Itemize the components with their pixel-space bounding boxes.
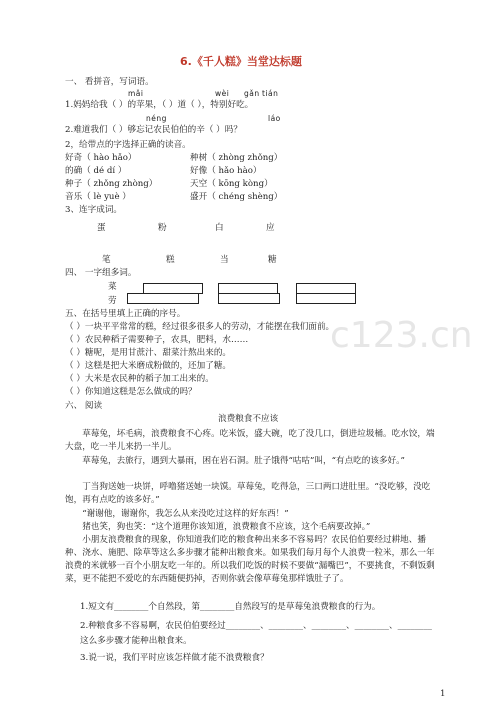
connect-top-2: 白 xyxy=(215,223,224,233)
section2-heading: 2，给带点的字选择正确的读音。 xyxy=(65,140,191,150)
page-number: 1 xyxy=(440,689,446,699)
word-char-lao: 劳 xyxy=(108,296,117,306)
passage-paragraph-1: 草莓兔，去旅行，遇到大暴雨，困在岩石洞。肚子饿得“咕咕”叫，“有点吃的该多好。” xyxy=(82,456,405,466)
order-item-4: （ ）大米是农民种的稻子加工出来的。 xyxy=(65,374,214,384)
passage-paragraph-0: 草莓兔，坏毛病，浪费粮食不心疼。吃米饭，盛大碗，吃了没几口，倒进垃圾桶。吃水饺，端大盘，吃一半儿来扔一半儿。 xyxy=(65,429,435,452)
pinyin-mai: mǎi xyxy=(128,89,144,98)
connect-top-1: 粉 xyxy=(158,223,167,233)
question-2: 2.种粮食多不容易啊，农民伯伯要经过________、________、________、________、________这么多步骤才能种出粮食来。 xyxy=(80,621,432,646)
reading-right-1: 好像（ hǎo hào） xyxy=(190,166,262,176)
passage-title: 浪费粮食不应该 xyxy=(218,414,279,424)
section1-q2: 2.难道我们（ ）够忘记农民伯伯的辛（ ）吗？ xyxy=(65,125,242,135)
reading-left-1: 的确（ dé dí ） xyxy=(65,166,127,176)
reading-left-0: 好奇（ hào hǎo） xyxy=(65,153,137,163)
connect-top-3: 应 xyxy=(266,223,275,233)
order-item-1: （ ）农民种稻子需要种子，农具，肥料，水…… xyxy=(65,335,249,345)
reading-right-0: 种树（ zhòng zhǒng） xyxy=(190,153,283,163)
section5-heading: 五、在括号里填上正确的序号。 xyxy=(65,309,186,319)
passage-paragraph-2: 丁当狗送她一块饼，呼噜猪送她一块馍。草莓兔，吃得急，三口两口进肚里。“没吃够，没吃饱，再有点吃的该多好。” xyxy=(65,482,431,505)
order-item-0: （ ）一块平平常常的糕，经过很多很多人的劳动，才能摆在我们面前。 xyxy=(65,322,335,332)
connect-bottom-3: 糖 xyxy=(268,255,277,265)
passage-paragraph-3: “谢谢他，谢谢你，我怎么从来没吃过这样的好东西！” xyxy=(82,509,289,519)
pinyin-lao: láo xyxy=(268,114,281,123)
order-item-3: （ ）这糕是把大米磨成粉做的，还加了糖。 xyxy=(65,361,232,371)
connect-top-0: 蛋 xyxy=(97,223,106,233)
passage-paragraph-5: 小朋友浪费粮食的现象，你知道我们吃的粮食种出来多不容易吗？农民伯伯要经过耕地、播种、浇水、施肥、除草等这么多步骤才能种出粮食来。如果我们每月每个人浪费一粒米，那么一年浪费的米就够一百个小朋友吃一年的。所以我们吃饭的时候不要做“漏嘴巴”，不要挑食，不剩饭剩菜，更不能把不爱吃的东西随便扔掉，否则你就会像草莓兔那样饿肚子了。 xyxy=(65,535,435,584)
section4-heading: 四、 一字组多词。 xyxy=(65,268,137,278)
section1-q1: 1.妈妈给我（ ）的苹果，（ ）道（ ），特别好吃。 xyxy=(65,100,254,110)
answer-box-2b[interactable] xyxy=(218,293,280,304)
reading-left-3: 音乐（ lè yuè ） xyxy=(65,192,131,202)
pinyin-wei: wèi xyxy=(215,89,230,98)
reading-left-2: 种子（ zhǒng zhòng） xyxy=(65,179,158,189)
passage-paragraph-4: 猪也笑，狗也笑：“这个道理你该知道，浪费粮食不应该，这个毛病要改掉。” xyxy=(82,522,371,532)
reading-right-2: 天空（ kōng kòng） xyxy=(190,179,273,189)
order-item-2: （ ）糖呢，是用甘蔗汁、甜菜汁熬出来的。 xyxy=(65,348,232,358)
connect-bottom-1: 糕 xyxy=(166,255,175,265)
word-char-cai: 菜 xyxy=(108,282,117,292)
pinyin-gan: gǎn xyxy=(244,89,260,98)
connect-bottom-0: 笔 xyxy=(102,255,111,265)
answer-box-3b[interactable] xyxy=(296,293,356,304)
answer-box-1b[interactable] xyxy=(127,293,199,304)
watermark: c123.cn xyxy=(330,315,473,356)
section6-heading: 六、 阅读 xyxy=(65,401,103,411)
pinyin-neng: néng xyxy=(146,114,167,123)
page-title: 6.《千人糕》当堂达标题 xyxy=(180,55,302,68)
reading-right-3: 盛开（ chéng shèng） xyxy=(190,192,283,202)
section3-heading: 3、连字成词。 xyxy=(65,205,123,215)
connect-bottom-2: 当 xyxy=(220,255,229,265)
pinyin-tian: tián xyxy=(262,89,279,98)
question-1: 1.短文有________个自然段，第________自然段写的是草莓兔浪费粮食的行为。 xyxy=(80,602,381,612)
question-3: 3.说一说，我们平时应该怎样做才能不浪费粮食？ xyxy=(80,653,269,663)
section1-heading: 一、 看拼音，写词语。 xyxy=(65,77,154,87)
order-item-5: （ ）你知道这糕是怎么做成的吗？ xyxy=(65,387,197,397)
